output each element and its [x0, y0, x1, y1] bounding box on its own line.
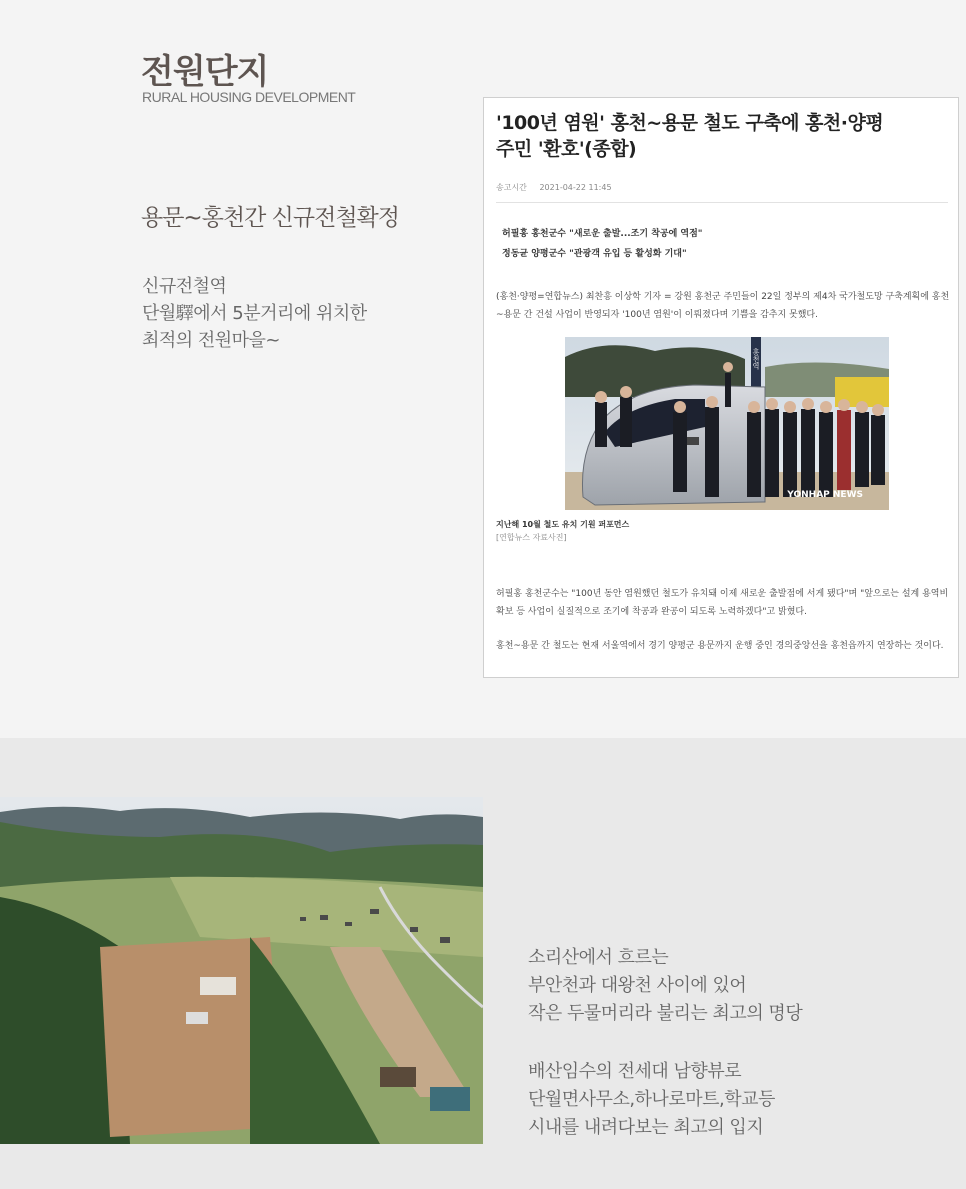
station-sign-text: 홍천역: [752, 348, 760, 370]
aerial-village-photo-icon: [0, 797, 483, 1144]
location-line: 작은 두물머리라 불리는 최고의 명당: [528, 1003, 803, 1024]
article-divider: [496, 202, 948, 203]
location-description-1: [528, 944, 802, 1028]
news-article-card: [483, 97, 959, 678]
photo-watermark: YONHAP NEWS: [787, 490, 863, 500]
article-title: [496, 110, 946, 162]
location-line: 소리산에서 흐르는: [528, 947, 669, 968]
intro-line: 단월驛에서 5분거리에 위치한: [142, 303, 367, 324]
location-line: 배산임수의 전세대 남향뷰로: [528, 1061, 742, 1082]
page-subtitle: RURAL HOUSING DEVELOPMENT: [142, 89, 356, 105]
article-subhead: 허필홍 홍천군수 "새로운 출발...조기 착공에 역점": [502, 229, 703, 239]
article-timestamp: 2021-04-22 11:45: [539, 183, 612, 192]
article-meta-label: 송고시간: [496, 183, 527, 192]
article-photo: [565, 337, 889, 510]
location-description-2: [528, 1058, 775, 1142]
bottom-section: [0, 738, 966, 1189]
aerial-landscape-photo: [0, 797, 483, 1144]
intro-headline: 용문~홍천간 신규전철확정: [141, 205, 399, 231]
article-title-line: 주민 '환호'(종합): [496, 138, 637, 160]
location-line: 부안천과 대왕천 사이에 있어: [528, 975, 747, 996]
article-paragraph: 홍천~용문 간 철도는 현재 서울역에서 경기 양평군 용문까지 운행 중인 경의중앙선을 홍천읍까지 연장하는 것이다.: [496, 641, 944, 651]
location-line: 시내를 내려다보는 최고의 입지: [528, 1117, 764, 1138]
location-line: 단월면사무소,하나로마트,학교등: [528, 1089, 775, 1110]
page-title: 전원단지: [141, 52, 269, 92]
intro-line: 최적의 전원마을~: [142, 330, 281, 351]
photo-caption: 지난해 10월 철도 유치 기원 퍼포먼스: [496, 520, 630, 529]
article-meta: [496, 182, 622, 193]
article-subheads: [502, 224, 703, 264]
intro-description: [142, 273, 367, 354]
photo-caption-source: [연합뉴스 자료사진]: [496, 533, 567, 542]
article-subhead: 정동균 양평군수 "관광객 유입 등 활성화 기대": [502, 249, 687, 259]
article-paragraph: (홍천·양평=연합뉴스) 최찬흥 이상학 기자 = 강원 홍천군 주민들이 22일 정부의 제4차 국가철도망 구축계획에 홍천~용문 간 건설 사업이 반영되자 '100년 염원'이 이뤄졌다며 기쁨을 감추지 못했다.: [496, 292, 950, 320]
article-title-line: '100년 염원' 홍천~용문 철도 구축에 홍천·양평: [496, 112, 884, 134]
article-paragraph: 허필홍 홍천군수는 "100년 동안 염원했던 철도가 유치돼 이제 새로운 출발점에 서게 됐다"며 "앞으로는 설계 용역비 확보 등 사업이 실질적으로 조기에 착공과 완공이 되도록 노력하겠다"고 밝혔다.: [496, 589, 949, 617]
train-ceremony-photo-icon: [565, 337, 889, 510]
intro-line: 신규전철역: [142, 276, 227, 297]
